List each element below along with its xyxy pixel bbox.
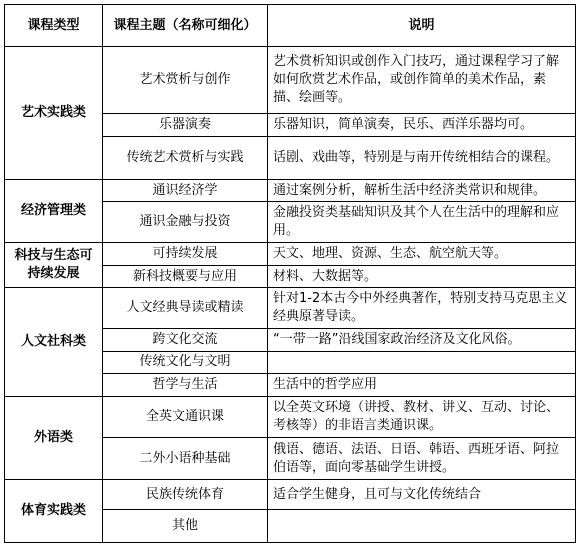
table-row xyxy=(5,396,576,437)
topic-cell: 传统艺术赏析与实践 xyxy=(103,136,268,179)
header-category: 课程类型 xyxy=(5,5,103,47)
topic-cell: 艺术赏析与创作 xyxy=(103,47,268,114)
topic-cell: 全英文通识课 xyxy=(103,396,268,437)
header-row xyxy=(5,5,576,47)
topic-cell: 民族传统体育 xyxy=(103,480,268,510)
description-cell xyxy=(268,351,576,373)
category-cell: 科技与生态可持续发展 xyxy=(5,243,103,288)
topic-cell: 通识金融与投资 xyxy=(103,202,268,243)
category-cell: 人文社科类 xyxy=(5,288,103,396)
table-row xyxy=(5,243,576,265)
description-cell: 乐器知识，简单演奏，民乐、西洋乐器均可。 xyxy=(268,114,576,136)
table-row xyxy=(5,47,576,114)
topic-cell: 其他 xyxy=(103,510,268,543)
table-row xyxy=(5,480,576,510)
description-cell: 艺术赏析知识或创作入门技巧，通过课程学习了解如何欣赏艺术作品，或创作简单的美术作品，素描、绘画等。 xyxy=(268,47,576,114)
description-cell: 俄语、德语、法语、日语、韩语、西班牙语、阿拉伯语等，面向零基础学生讲授。 xyxy=(268,437,576,480)
table-row xyxy=(5,179,576,201)
table-row xyxy=(5,288,576,329)
topic-cell: 二外小语种基础 xyxy=(103,437,268,480)
topic-cell: 乐器演奏 xyxy=(103,114,268,136)
category-cell: 体育实践类 xyxy=(5,480,103,543)
header-topic: 课程主题（名称可细化） xyxy=(103,5,268,47)
category-cell: 经济管理类 xyxy=(5,179,103,242)
description-cell: 通过案例分析，解析生活中经济类常识和规律。 xyxy=(268,179,576,201)
course-table xyxy=(4,4,576,543)
topic-cell: 人文经典导读或精读 xyxy=(103,288,268,329)
description-cell xyxy=(268,510,576,543)
description-cell: 生活中的哲学应用 xyxy=(268,374,576,396)
topic-cell: 哲学与生活 xyxy=(103,374,268,396)
description-cell: 天文、地理、资源、生态、航空航天等。 xyxy=(268,243,576,265)
topic-cell: 新科技概要与应用 xyxy=(103,265,268,287)
header-description: 说明 xyxy=(268,5,576,47)
category-cell: 艺术实践类 xyxy=(5,47,103,180)
topic-cell: 传统文化与文明 xyxy=(103,351,268,373)
topic-cell: 可持续发展 xyxy=(103,243,268,265)
topic-cell: 跨文化交流 xyxy=(103,329,268,351)
description-cell: 材料、大数据等。 xyxy=(268,265,576,287)
topic-cell: 通识经济学 xyxy=(103,179,268,201)
description-cell: 针对1-2本古今中外经典著作，特别支持马克思主义经典原著导读。 xyxy=(268,288,576,329)
description-cell: 话剧、戏曲等，特别是与南开传统相结合的课程。 xyxy=(268,136,576,179)
description-cell: 金融投资类基础知识及其个人在生活中的理解和应用。 xyxy=(268,202,576,243)
description-cell: 以全英文环境（讲授、教材、讲义、互动、讨论、考核等）的非语言类通识课。 xyxy=(268,396,576,437)
category-cell: 外语类 xyxy=(5,396,103,480)
description-cell: 适合学生健身，且可与文化传统结合 xyxy=(268,480,576,510)
description-cell: “一带一路”沿线国家政治经济及文化风俗。 xyxy=(268,329,576,351)
